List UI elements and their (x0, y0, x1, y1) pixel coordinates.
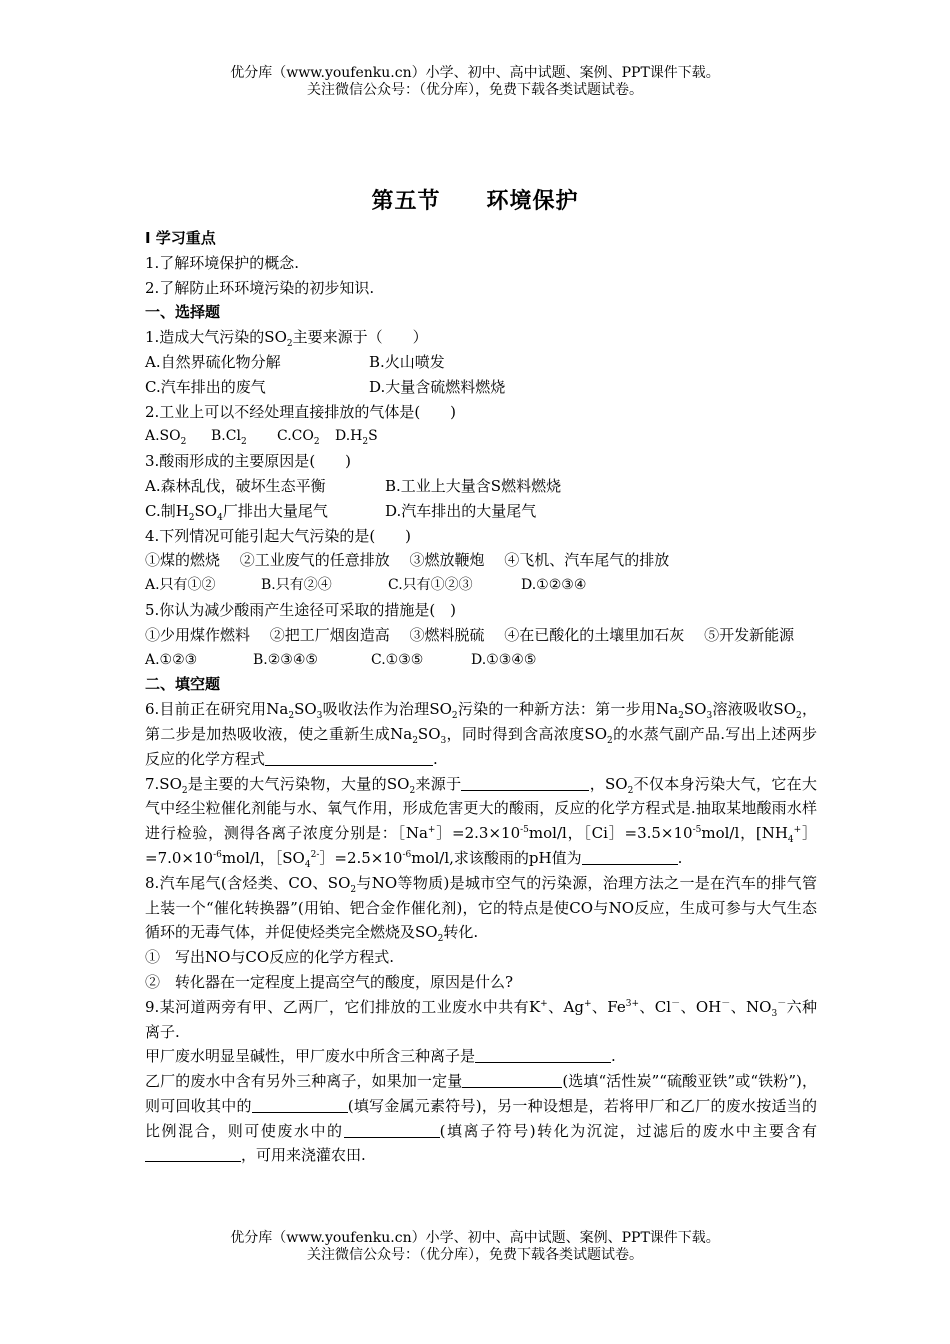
header-line-1: 优分库（www.youfenku.cn）小学、初中、高中试题、案例、PPT课件下载。 (230, 65, 720, 81)
q1-option-d: D.大量含硫燃料燃烧 (369, 377, 506, 396)
q9-metal-blank[interactable] (252, 1097, 348, 1113)
question-4-stem: 4.下列情况可能引起大气污染的是( ) (145, 526, 412, 545)
question-5-items: ①少用煤作燃料 ②把工厂烟囱造高 ③燃料脱硫 ④在已酸化的土壤里加石灰 ⑤开发新能源 (145, 625, 795, 644)
question-3-stem: 3.酸雨形成的主要原因是( ) (145, 452, 352, 471)
q3-option-d: D.汽车排出的大量尾气 (385, 501, 537, 520)
q3-option-b: B.工业上大量含S燃料燃烧 (385, 476, 562, 495)
q2-option-c: $C.CO_2$ (277, 428, 320, 448)
section-choice-heading: 一、选择题 (145, 303, 221, 322)
q4-option-d: D.①②③④ (521, 577, 587, 594)
q9-remaining-blank[interactable] (145, 1146, 241, 1162)
q9-reagent-blank[interactable] (462, 1072, 562, 1088)
question-9-factory-a: 甲厂废水明显呈碱性，甲厂废水中所含三种离子是 . (145, 1047, 616, 1066)
question-7: $7.SO_2$是主要的大气污染物，大量的$SO_2$来源于 ，$SO_2$不仅本身污染大气，它在大气中经尘粒催化剂能与水、氧气作用，形成危害更大的酸雨，反应的化学方程式是.抽取某地酸雨水样进行检验，测得各离子浓度分别是：$[Na^+]=2.3\times 10^{-5}mol/l$，$[Ci]=3.5\times 10^{-5}mol/l$，[$NH_4^+]=7.0\times 10^{-6}mol/l$，$[SO_4^{2-}]=2.5\times 10^{-6}mol/l$,求该酸雨的pH值为 . (145, 774, 817, 870)
question-1-options-cd (145, 375, 817, 400)
q4-option-a: A.只有①② (145, 577, 216, 594)
question-9-factory-b: 乙厂的废水中含有另外三种离子，如果加一定量 (选填“活性炭”“硫酸亚铁”或“铁粉”)，则可回收其中的 (填写金属元素符号)，另一种设想是，若将甲厂和乙厂的废水按适当的比例混合，则可使废水中的 (填离子符号)转化为沉淀，过滤后的废水中主要含有，可用来浇灌农田. (145, 1072, 817, 1165)
q7-ph-blank[interactable] (582, 849, 678, 865)
q1-option-a: A.自然界硫化物分解 (145, 352, 281, 371)
q4-option-c: C.只有①②③ (388, 577, 473, 594)
question-4-options (145, 573, 817, 598)
footer-line-2: 关注微信公众号：（优分库），免费下载各类试题试卷。 (307, 1247, 643, 1263)
question-3-options-ab (145, 474, 817, 499)
q4-option-b: B.只有②④ (261, 577, 332, 594)
page-title (0, 184, 950, 215)
page-header (0, 65, 950, 99)
question-8-item-2: ② 转化器在一定程度上提高空气的酸度，原因是什么? (145, 972, 514, 991)
header-line-2: 关注微信公众号：（优分库），免费下载各类试题试卷。 (307, 82, 643, 98)
q5-option-c: C.①③⑤ (371, 651, 424, 668)
question-9-stem: 9.某河道两旁有甲、乙两厂，它们排放的工业废水中共有K+、Ag+、$Fe^{3+}$、Cl－、OH－、$NO_3^-$六种离子. (145, 997, 817, 1041)
question-3-options-cd (145, 499, 817, 524)
question-1-stem: 1.造成大气污染的$SO_2$主要来源于（ ） (145, 328, 428, 350)
worksheet-body (145, 226, 817, 1168)
q5-option-b: B.②③④⑤ (253, 651, 318, 668)
focus-heading: Ⅰ 学习重点 (145, 229, 216, 247)
focus-item-2: 2.了解防止环环境污染的初步知识. (145, 278, 375, 297)
q2-option-d: $D.H_2S$ (335, 428, 378, 448)
q1-option-b: B.火山喷发 (369, 352, 445, 371)
q3-option-c: C.制$H_2SO_4$厂排出大量尾气 (145, 501, 328, 523)
q1-option-c: C.汽车排出的废气 (145, 377, 266, 396)
q9-ions-blank[interactable] (475, 1047, 611, 1063)
question-8: 8.汽车尾气(含烃类、CO、$SO_2$与NO等物质)是城市空气的污染源，治理方法之一是在汽车的排气管上装一个“催化转换器”(用铂、钯合金作催化剂)，它的特点是使CO与NO反应，生成可参与大气生态循环的无毒气体，并促使烃类完全燃烧及$SO_2$转化. (145, 873, 818, 945)
q3-option-a: A.森林乱伐，破坏生态平衡 (145, 476, 326, 495)
question-1-options-ab (145, 350, 817, 375)
question-6: 6.目前正在研究用$Na_2SO_3$吸收法作为治理$SO_2$污染的一种新方法：第一步用$Na_2SO_3$溶液吸收$SO_2$，第二步是加热吸收液，使之重新生成$Na_2SO_3$，同时得到含高浓度$SO_2$的水蒸气副产品.写出上述两步反应的化学方程式 . (145, 700, 817, 768)
question-2-options (145, 424, 817, 449)
q5-option-d: D.①③④⑤ (471, 651, 537, 668)
question-2-stem: 2.工业上可以不经处理直接排放的气体是( ) (145, 402, 457, 421)
q9-precipitate-blank[interactable] (344, 1122, 440, 1138)
question-4-items: ①煤的燃烧 ②工业废气的任意排放 ③燃放鞭炮 ④飞机、汽车尾气的排放 (145, 551, 670, 570)
q6-answer-blank[interactable] (265, 750, 433, 766)
title-topic: 环境保护 (486, 189, 579, 214)
question-5-stem: 5.你认为减少酸雨产生途径可采取的措施是( ) (145, 600, 457, 619)
q2-option-b: $B.Cl_2$ (211, 428, 247, 448)
focus-item-1: 1.了解环境保护的概念. (145, 253, 300, 272)
section-fill-heading: 二、填空题 (145, 675, 221, 694)
q2-option-a: $A.SO_2$ (145, 428, 187, 448)
page-footer (0, 1230, 950, 1264)
question-8-item-1: ① 写出NO与CO反应的化学方程式. (145, 948, 394, 967)
q7-source-blank[interactable] (461, 775, 589, 791)
question-5-options (145, 648, 817, 673)
title-section: 第五节 (371, 189, 441, 214)
q5-option-a: A.①②③ (145, 651, 198, 668)
footer-line-1: 优分库（www.youfenku.cn）小学、初中、高中试题、案例、PPT课件下载。 (230, 1230, 720, 1246)
